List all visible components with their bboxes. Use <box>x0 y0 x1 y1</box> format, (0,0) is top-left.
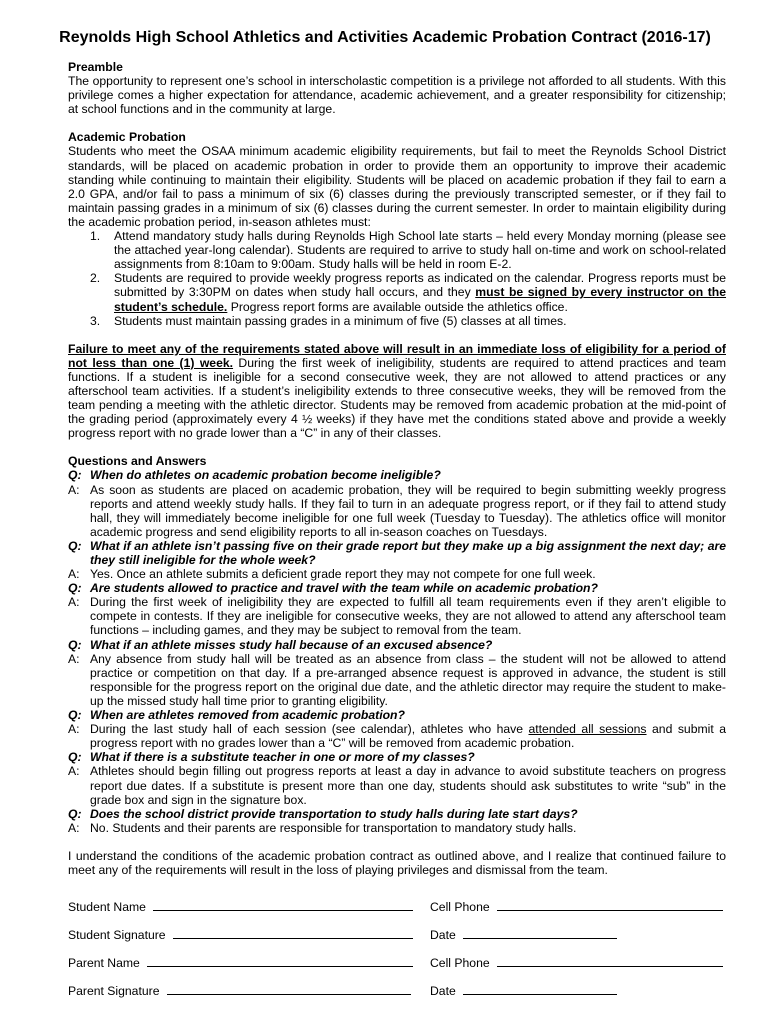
requirements-list <box>68 229 726 328</box>
question <box>68 708 726 722</box>
question-label: Q: <box>68 806 82 821</box>
preamble-text: The opportunity to represent one’s school in interscholastic competition is a privilege not afforded to all students. With this privilege comes a higher expectation for attendance, academic achievement, and a greater responsibility for citizenship; at school functions and in the community at large. <box>68 74 726 117</box>
list-item <box>68 229 726 271</box>
failure-emphasis: Failure to meet any of the requirements stated above will result in an immediate loss of eligibility for a period of not less than one (1) week. <box>68 341 726 370</box>
question <box>68 468 726 482</box>
answer-label: A: <box>68 482 80 497</box>
question-text: Does the school district provide transportation to study halls during late start days? <box>90 806 578 821</box>
question <box>68 539 726 567</box>
answer-text: Yes. Once an athlete submits a deficient grade report they may not compete for one full week. <box>90 567 596 582</box>
list-item-text: Students are required to provide weekly progress reports as indicated on the calendar. Progress reports must be submitted by 3:30PM on dates when study hall occurs, and they <box>114 271 726 300</box>
question-text: What if there is a substitute teacher in one or more of my classes? <box>90 750 475 765</box>
question-label: Q: <box>68 538 82 553</box>
answer <box>68 764 726 806</box>
date-label: Date <box>430 984 456 998</box>
list-item-number: 3. <box>90 313 101 328</box>
parent-name-label: Parent Name <box>68 956 140 970</box>
answer <box>68 722 726 750</box>
failure-text: During the first week of ineligibility, students are required to attend practices and team functions. If a student is ineligible for a second consecutive week, they are not allowed to attend practices or any afterschool team activities. If a student’s ineligibility extends to three consecutive weeks, they will be removed from the team pending a meeting with the athletic director. Students may be removed from academic probation at the mid-point of the grading period (approximately every 4 ½ weeks) if they have met the conditions stated above and provide a weekly progress report with no grade lower than a “C” in any of their classes. <box>68 355 727 441</box>
cell-phone-field[interactable] <box>497 956 723 967</box>
answer-text: Athletes should begin filling out progress reports at least a day in advance to avoid substitute teachers on progress report due dates. If a substitute is present more than one day, students should ask substitutes to write “sub” in the grade box and sign in the signature box. <box>90 764 726 807</box>
answer <box>68 652 726 708</box>
probation-text: Students who meet the OSAA minimum academic eligibility requirements, but fail to meet the Reynolds School District standards, will be placed on academic probation in order to provide them an opportunity to improve their academic standing while continuing to maintain their eligibility. Students will be placed on academic probation if they fail to earn a 2.0 GPA, and/or fail to pass a minimum of six (6) classes during the previously transcripted semester, or if they fail to maintain passing grades in a minimum of six (6) classes during the current semester. In order to maintain eligibility during the academic probation period, in-season athletes must: <box>68 144 726 229</box>
list-item <box>68 271 726 313</box>
list-item-text: Students must maintain passing grades in a minimum of five (5) classes at all times. <box>114 313 567 328</box>
question-label: Q: <box>68 708 82 723</box>
list-item-number: 2. <box>90 271 101 286</box>
answer-label: A: <box>68 567 80 582</box>
contract-body <box>68 60 726 877</box>
date-label: Date <box>430 928 456 942</box>
student-name-field[interactable] <box>153 900 413 911</box>
question-label: Q: <box>68 637 82 652</box>
date-field[interactable] <box>463 984 617 995</box>
student-signature-label: Student Signature <box>68 928 166 942</box>
failure-paragraph <box>68 342 726 441</box>
date-row <box>430 928 617 942</box>
answer <box>68 595 726 637</box>
student-name-label: Student Name <box>68 900 146 914</box>
parent-name-row <box>68 956 413 970</box>
answer-label: A: <box>68 651 80 666</box>
agreement-text: I understand the conditions of the academic probation contract as outlined above, and I realize that continued failure to meet any of the requirements will result in the loss of playing privileges and dismissal from the team. <box>68 848 726 877</box>
date-field[interactable] <box>463 928 617 939</box>
parent-signature-field[interactable] <box>167 984 411 995</box>
parent-signature-row <box>68 984 411 998</box>
list-item-emphasis: must be signed by every instructor on the student’s schedule. <box>114 285 727 314</box>
answer-label: A: <box>68 820 80 835</box>
answer-text: During the first week of ineligibility they are expected to fulfill all team requirements even if they aren’t eligible to compete in contests. If they are ineligible for consecutive weeks, they are not allowed to attend any afterschool team functions – including games, and they may be subject to removal from the team. <box>90 595 726 638</box>
cell-phone-label: Cell Phone <box>430 900 490 914</box>
date-row <box>430 984 617 998</box>
answer <box>68 483 726 539</box>
question-text: What if an athlete misses study hall because of an excused absence? <box>90 637 493 652</box>
cell-phone-field[interactable] <box>497 900 723 911</box>
answer <box>68 567 726 581</box>
parent-name-field[interactable] <box>147 956 413 967</box>
parent-signature-label: Parent Signature <box>68 984 160 998</box>
list-item-text: Attend mandatory study halls during Reynolds High School late starts – held every Monday morning (please see the attached year-long calendar). Students are required to arrive to study hall on-time and work on school-related assignments from 8:10am to 9:00am. Study halls will be held in room E-2. <box>114 229 726 272</box>
student-signature-field[interactable] <box>173 928 413 939</box>
question-text: Are students allowed to practice and travel with the team while on academic probation? <box>90 581 598 596</box>
question-text: What if an athlete isn’t passing five on their grade report but they make up a big assignment the next day; are they still ineligible for the whole week? <box>90 538 726 567</box>
question <box>68 581 726 595</box>
question <box>68 638 726 652</box>
answer-text: As soon as students are placed on academic probation, they will be required to begin submitting weekly progress reports and attend weekly study halls. If they fail to turn in an adequate progress report, or if they fail to attend study hall, they will immediately become ineligible for one full week (Tuesday to Tuesday). The athletics office will monitor academic progress and send eligibility reports to all in-season coaches on Tuesdays. <box>90 482 726 539</box>
question <box>68 807 726 821</box>
answer-underlined: attended all sessions <box>528 722 647 737</box>
question <box>68 750 726 764</box>
page-title: Reynolds High School Athletics and Activities Academic Probation Contract (2016-17) <box>59 29 711 46</box>
qa-heading: Questions and Answers <box>68 454 207 469</box>
list-item <box>68 314 726 328</box>
preamble-heading: Preamble <box>68 60 123 74</box>
cell-phone-row <box>430 956 723 970</box>
answer-label: A: <box>68 764 80 779</box>
question-text: When are athletes removed from academic probation? <box>90 708 405 723</box>
answer-text: No. Students and their parents are responsible for transportation to mandatory study halls. <box>90 820 577 835</box>
cell-phone-label: Cell Phone <box>430 956 490 970</box>
answer-text: and submit a progress report with no grades lower than a “C” will be removed from academic probation. <box>90 722 726 751</box>
list-item-text: Progress report forms are available outside the athletics office. <box>227 299 568 314</box>
answer-label: A: <box>68 722 80 737</box>
question-text: When do athletes on academic probation become ineligible? <box>90 468 441 483</box>
question-label: Q: <box>68 581 82 596</box>
probation-heading: Academic Probation <box>68 130 186 145</box>
answer <box>68 821 726 835</box>
student-signature-row <box>68 928 413 942</box>
answer-text: During the last study hall of each session (see calendar), athletes who have <box>90 722 529 737</box>
student-name-row <box>68 900 413 914</box>
answer-text: Any absence from study hall will be treated as an absence from class – the student will not be allowed to attend practice or competition on that day. If a pre-arranged absence request is approved in advance, the student is still responsible for the progress report on the original due date, and the athletic director may require the student to make-up the missed study hall time prior to granting eligibility. <box>90 651 726 708</box>
cell-phone-row <box>430 900 723 914</box>
answer-label: A: <box>68 595 80 610</box>
list-item-number: 1. <box>90 229 101 244</box>
question-label: Q: <box>68 750 82 765</box>
question-label: Q: <box>68 468 82 483</box>
